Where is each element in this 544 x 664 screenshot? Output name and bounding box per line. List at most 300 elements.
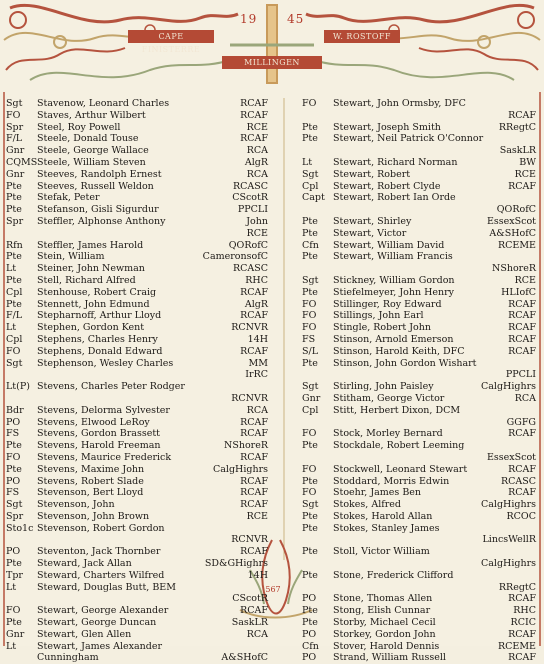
entry-name: Stewart, Richard Norman [333, 156, 458, 168]
entry-name: Stewart, Robert Ian Orde [333, 192, 456, 204]
memorial-entry [6, 570, 268, 582]
memorial-entry [6, 593, 268, 605]
memorial-entry [302, 523, 536, 535]
entry-name: Stone, Thomas Allen [333, 593, 433, 605]
entry-name: Staves, Arthur Wilbert [37, 109, 146, 121]
entry-rank: PO [6, 475, 21, 487]
entry-name: Stockdale, Robert Leeming [333, 440, 465, 452]
entry-unit: AlgR [244, 298, 268, 310]
memorial-entry [6, 369, 268, 381]
page-number: 567 [265, 585, 281, 594]
memorial-entry [302, 169, 536, 181]
entry-name: Steward, Douglas Butt, BEM [37, 581, 176, 593]
memorial-entry [6, 381, 268, 393]
entry-name: Stitham, George Victor [333, 392, 445, 404]
memorial-entry [6, 405, 268, 417]
entry-rank: PO [6, 416, 21, 428]
entry-name: Stevens, Elwood LeRoy [37, 416, 150, 428]
entry-name: Steeves, Russell Weldon [37, 180, 154, 192]
entry-name: Storkey, Gordon John [333, 628, 436, 640]
entry-unit: PPCLI [237, 204, 268, 216]
memorial-entry [6, 499, 268, 511]
entry-name: Stephens, Donald Edward [37, 345, 163, 357]
memorial-entry [302, 322, 536, 334]
memorial-entry [302, 405, 536, 417]
memorial-entry [302, 204, 536, 216]
entry-name: Steeves, Randolph Ernest [37, 168, 162, 180]
memorial-entry [6, 641, 268, 653]
entry-unit: CalgHighrs [213, 463, 268, 475]
entry-unit: CScotR [232, 192, 268, 204]
entry-name: Cunningham [37, 652, 99, 664]
right-column [302, 98, 536, 664]
entry-unit: RCAF [508, 593, 536, 605]
entry-name: Stillings, John Earl [333, 310, 424, 322]
entry-name: Stephenson, Wesley Charles [37, 357, 174, 369]
entry-unit: NShoreR [492, 263, 536, 275]
entry-unit: RCNVR [231, 322, 268, 334]
entry-name: Stinson, John Gordon Wishart [333, 357, 477, 369]
memorial-entry [6, 464, 268, 476]
entry-unit: RCAF [508, 109, 536, 121]
entry-name: Stewart, Joseph Smith [333, 121, 441, 133]
entry-unit: RCE [246, 227, 268, 239]
entry-name: Stoehr, James Ben [333, 487, 422, 499]
memorial-entry [302, 499, 536, 511]
entry-rank: Sgt [6, 98, 23, 109]
entry-unit: RCAF [508, 180, 536, 192]
memorial-entry [6, 299, 268, 311]
memorial-entry [6, 428, 268, 440]
entry-name: Stewart, John Ormsby, DFC [333, 98, 466, 109]
entry-name: Steele, Donald Touse [37, 133, 139, 145]
entry-rank: FO [302, 487, 317, 499]
entry-rank: Pte [6, 274, 22, 286]
memorial-entry [302, 157, 536, 169]
entry-unit: RCASC [232, 263, 268, 275]
memorial-entry [302, 299, 536, 311]
entry-unit: 14H [247, 569, 268, 581]
entry-rank: Sgt [302, 168, 319, 180]
memorial-entry [302, 558, 536, 570]
memorial-entry [6, 263, 268, 275]
memorial-entry [6, 310, 268, 322]
entry-name: Stewart, George Alexander [37, 605, 169, 617]
memorial-entry [302, 122, 536, 134]
entry-name: Stewart, Glen Allen [37, 628, 132, 640]
banner-center: MILLINGEN [222, 56, 322, 69]
entry-rank: Cpl [6, 333, 23, 345]
entry-rank: Spr [6, 215, 24, 227]
entry-unit: RCAF [240, 451, 268, 463]
memorial-entry [302, 192, 536, 204]
entry-unit: RCAF [240, 475, 268, 487]
memorial-entry [302, 452, 536, 464]
memorial-entry [6, 334, 268, 346]
entry-name: Steffler, James Harold [37, 239, 144, 251]
entry-name: Stone, Frederick Clifford [333, 569, 454, 581]
entry-rank: Sgt [302, 274, 319, 286]
entry-unit: RCNVR [231, 534, 268, 546]
memorial-entry [6, 169, 268, 181]
page-header [0, 0, 544, 92]
entry-rank: Gnr [6, 145, 25, 157]
entry-name: Stewart, Robert Clyde [333, 180, 441, 192]
entry-name: Stevenson, John [37, 499, 115, 511]
entry-unit: RCASC [500, 475, 536, 487]
entry-rank: Pte [302, 286, 318, 298]
entry-rank: FO [6, 605, 21, 617]
entry-rank: Sgt [302, 499, 319, 511]
entry-unit: BW [519, 156, 536, 168]
entry-name: Steventon, Jack Thornber [37, 546, 161, 558]
entry-unit: RCAF [240, 286, 268, 298]
entry-name: Stokes, Alfred [333, 499, 401, 511]
banner-left: CAPE FINISTERRE [128, 30, 214, 43]
memorial-entry [302, 369, 536, 381]
memorial-entry [6, 476, 268, 488]
memorial-entry [6, 546, 268, 558]
entry-name: Stockwell, Leonard Stewart [333, 463, 468, 475]
entry-rank: Spr [6, 121, 24, 133]
memorial-entry [302, 98, 536, 110]
entry-name: Stickney, William Gordon [333, 274, 455, 286]
memorial-entry [6, 652, 268, 664]
entry-name: Stefanson, Gisli Sigurdur [37, 204, 159, 216]
entry-rank: Pte [6, 463, 22, 475]
memorial-entry [302, 570, 536, 582]
entry-unit: RCAF [508, 310, 536, 322]
entry-rank: Tpr [6, 569, 23, 581]
memorial-entry [302, 228, 536, 240]
memorial-entry [302, 251, 536, 263]
entry-unit: CalgHighrs [481, 558, 536, 570]
entry-rank: FO [6, 345, 21, 357]
entry-rank: PO [302, 652, 317, 664]
left-column [6, 98, 268, 664]
memorial-entry [6, 145, 268, 157]
entry-name: Stevens, Delorma Sylvester [37, 404, 170, 416]
entry-rank: Pte [302, 522, 318, 534]
entry-unit: RCAF [508, 463, 536, 475]
entry-unit: John [246, 215, 268, 227]
entry-name: Stephens, Charles Henry [37, 333, 158, 345]
entry-unit: RCEME [497, 640, 536, 652]
entry-rank: Spr [6, 510, 24, 522]
entry-unit: RCAF [508, 298, 536, 310]
entry-rank: Lt [6, 322, 17, 334]
entry-unit: RCAF [240, 546, 268, 558]
entry-name: Stein, William [37, 251, 105, 263]
memorial-entry [6, 240, 268, 252]
entry-name: Stiefelmeyer, John Henry [333, 286, 455, 298]
entry-name: Stevens, Gordon Brassett [37, 428, 160, 440]
memorial-entry [302, 181, 536, 193]
entry-unit: RCAF [508, 487, 536, 499]
entry-rank: Capt [302, 192, 325, 204]
memorial-entry [6, 228, 268, 240]
memorial-entry [6, 417, 268, 429]
entry-name: Storby, Michael Cecil [333, 617, 436, 629]
entry-name: Stingle, Robert John [333, 322, 431, 334]
entry-name: Stock, Morley Bernard [333, 428, 443, 440]
entry-name: Stewart, George Duncan [37, 617, 157, 629]
entry-rank: FO [6, 109, 21, 121]
entry-rank: Cpl [302, 404, 319, 416]
entry-rank: Pte [302, 251, 318, 263]
entry-unit: RCAF [240, 416, 268, 428]
entry-rank: Pte [6, 204, 22, 216]
entry-unit: RCA [514, 392, 536, 404]
entry-rank: FO [302, 322, 317, 334]
entry-rank: Rfn [6, 239, 23, 251]
year-right: 45 [287, 12, 305, 26]
entry-name: Stevenson, John Brown [37, 510, 150, 522]
memorial-entry [6, 358, 268, 370]
entry-unit: RCAF [240, 310, 268, 322]
entry-unit: RCA [246, 168, 268, 180]
entry-unit: RRegtC [498, 581, 536, 593]
entry-name: Stirling, John Paisley [333, 381, 434, 393]
entry-rank: Pte [302, 605, 318, 617]
entry-rank: Lt [6, 263, 17, 275]
entry-rank: Lt [302, 156, 313, 168]
entry-unit: RCAF [240, 487, 268, 499]
entry-rank: Cfn [302, 640, 319, 652]
memorial-entry [302, 464, 536, 476]
entry-rank: CQMS [6, 156, 38, 168]
entry-rank: FO [302, 310, 317, 322]
entry-name: Steiner, John Newman [37, 263, 145, 275]
memorial-entry [6, 393, 268, 405]
entry-name: Stokes, Stanley James [333, 522, 440, 534]
entry-rank: FO [302, 98, 317, 109]
entry-unit: RHC [513, 605, 536, 617]
entry-name: Stevenson, Bert Lloyd [37, 487, 144, 499]
entry-name: Stennett, John Edmund [37, 298, 150, 310]
entry-rank: FS [6, 428, 20, 440]
entry-unit: RCEME [497, 239, 536, 251]
entry-name: Stephen, Gordon Kent [37, 322, 145, 334]
memorial-entry [302, 358, 536, 370]
entry-rank: Sgt [6, 499, 23, 511]
entry-rank: Pte [6, 192, 22, 204]
entry-unit: RCAF [508, 322, 536, 334]
entry-rank: FO [302, 428, 317, 440]
memorial-entry [302, 263, 536, 275]
memorial-entry [302, 476, 536, 488]
entry-name: Stevens, Charles Peter Rodger [37, 381, 185, 393]
memorial-entry [302, 145, 536, 157]
entry-name: Stewart, James Alexander [37, 640, 163, 652]
entry-name: Stewart, Shirley [333, 215, 412, 227]
entry-name: Steele, George Wallace [37, 145, 149, 157]
memorial-entry [6, 157, 268, 169]
entry-rank: Pte [6, 298, 22, 310]
entry-name: Stewart, Neil Patrick O'Connor [333, 133, 484, 145]
memorial-entry [6, 287, 268, 299]
entry-unit: LincsWellR [482, 534, 536, 546]
memorial-entry [302, 417, 536, 429]
entry-rank: Pte [302, 227, 318, 239]
entry-rank: Pte [6, 440, 22, 452]
memorial-entry [6, 511, 268, 523]
entry-rank: FO [302, 298, 317, 310]
entry-unit: EssexScot [486, 451, 536, 463]
entry-rank: Gnr [6, 168, 25, 180]
memorial-entry [302, 440, 536, 452]
memorial-entry [6, 487, 268, 499]
entry-unit: RCAF [508, 333, 536, 345]
entry-name: Steffler, Alphonse Anthony [37, 215, 166, 227]
memorial-entry [302, 629, 536, 641]
entry-rank: Pte [6, 558, 22, 570]
memorial-entry [6, 216, 268, 228]
memorial-entry [302, 534, 536, 546]
year-left: 19 [240, 12, 258, 26]
memorial-entry [302, 641, 536, 653]
entry-name: Stevens, Maurice Frederick [37, 451, 172, 463]
entry-rank: Pte [302, 510, 318, 522]
entry-rank: Cpl [302, 180, 319, 192]
memorial-entry [6, 629, 268, 641]
banner-right: W. ROSTOFF [324, 30, 400, 43]
memorial-entry [302, 617, 536, 629]
entry-rank: Pte [302, 475, 318, 487]
entry-rank: Cfn [302, 239, 319, 251]
entry-name: Stewart, Robert [333, 168, 411, 180]
entry-unit: RCNVR [231, 392, 268, 404]
entry-name: Stevens, Robert Slade [37, 475, 144, 487]
entry-unit: NShoreR [224, 440, 268, 452]
entry-name: Stinson, Arnold Emerson [333, 333, 454, 345]
entry-unit: PPCLI [505, 369, 536, 381]
memorial-entry [6, 617, 268, 629]
entry-rank: Pte [6, 617, 22, 629]
entry-name: Stover, Harold Dennis [333, 640, 440, 652]
entry-rank: Bdr [6, 404, 24, 416]
entry-rank: S/L [302, 345, 319, 357]
entry-rank: F/L [6, 133, 23, 145]
entry-name: Stoll, Victor William [333, 546, 430, 558]
entry-rank: Pte [302, 133, 318, 145]
memorial-entry [302, 133, 536, 145]
memorial-entry [6, 452, 268, 464]
entry-rank: F/L [6, 310, 23, 322]
entry-name: Strand, William Russell [333, 652, 446, 664]
entry-rank: Sto1c [6, 522, 34, 534]
entry-name: Steward, Jack Allan [37, 558, 132, 570]
entry-rank: Pte [302, 357, 318, 369]
memorial-entry [6, 122, 268, 134]
entry-rank: Gnr [6, 628, 25, 640]
memorial-entry [6, 204, 268, 216]
memorial-entry [302, 652, 536, 664]
entry-unit: RCIC [510, 617, 536, 629]
entry-unit: SaskLR [231, 617, 268, 629]
memorial-entry [6, 523, 268, 535]
entry-name: Steele, William Steven [37, 156, 146, 168]
entry-name: Stokes, Harold Allan [333, 510, 433, 522]
entry-unit: SD&GHighrs [204, 558, 268, 570]
entry-rank: PO [302, 593, 317, 605]
entry-unit: RHC [245, 274, 268, 286]
memorial-entry [302, 546, 536, 558]
entry-unit: RCOC [506, 510, 536, 522]
entry-name: Stevens, Maxime John [37, 463, 145, 475]
entry-unit: RCE [514, 274, 536, 286]
memorial-entry [6, 558, 268, 570]
entry-unit: RCAF [240, 133, 268, 145]
entry-name: Stinson, Harold Keith, DFC [333, 345, 465, 357]
memorial-entry [302, 334, 536, 346]
entry-unit: GGFG [506, 416, 536, 428]
entry-unit: RCAF [240, 499, 268, 511]
entry-unit: CScotR [232, 593, 268, 605]
entry-name: Stevenson, Robert Gordon [37, 522, 165, 534]
entry-unit: IrRC [245, 369, 268, 381]
entry-unit: RCAF [240, 345, 268, 357]
memorial-entry [302, 240, 536, 252]
memorial-entry [6, 534, 268, 546]
entry-unit: RCAF [508, 345, 536, 357]
memorial-entry [6, 322, 268, 334]
memorial-entry [302, 110, 536, 122]
memorial-entry [302, 605, 536, 617]
entry-name: Stenhouse, Robert Craig [37, 286, 157, 298]
entry-name: Stewart, William David [333, 239, 445, 251]
memorial-entry [302, 310, 536, 322]
entry-unit: RCA [246, 404, 268, 416]
entry-unit: RCAF [508, 428, 536, 440]
entry-unit: RCAF [240, 605, 268, 617]
entry-name: Steel, Roy Powell [37, 121, 121, 133]
entry-name: Stong, Elish Cunnar [333, 605, 431, 617]
entry-unit: RCE [246, 121, 268, 133]
entry-unit: RCAF [240, 98, 268, 109]
memorial-entry [6, 251, 268, 263]
entry-rank: Pte [302, 617, 318, 629]
entry-rank: Pte [6, 180, 22, 192]
entry-unit: MM [248, 357, 268, 369]
entry-rank: FO [6, 451, 21, 463]
entry-name: Stell, Richard Alfred [37, 274, 136, 286]
memorial-entry [6, 275, 268, 287]
entry-unit: QORofC [228, 239, 268, 251]
memorial-entry [302, 428, 536, 440]
memorial-entry [302, 346, 536, 358]
memorial-entry [6, 133, 268, 145]
memorial-entry [302, 393, 536, 405]
entry-unit: AlgR [244, 156, 268, 168]
entry-unit: EssexScot [486, 215, 536, 227]
entry-unit: RCE [514, 168, 536, 180]
entry-name: Stewart, Victor [333, 227, 407, 239]
entry-name: Stavenow, Leonard Charles [37, 98, 170, 109]
entry-unit: RRegtC [498, 121, 536, 133]
entry-unit: RCASC [232, 180, 268, 192]
entry-name: Stepharnoff, Arthur Lloyd [37, 310, 162, 322]
memorial-entry [6, 181, 268, 193]
memorial-entry [6, 98, 268, 110]
entry-rank: Lt [6, 581, 17, 593]
entry-unit: CalgHighrs [481, 499, 536, 511]
memorial-entry [6, 605, 268, 617]
entry-rank: PO [6, 546, 21, 558]
entry-unit: RCAF [508, 628, 536, 640]
entry-unit: 14H [247, 333, 268, 345]
entry-rank: Pte [302, 546, 318, 558]
